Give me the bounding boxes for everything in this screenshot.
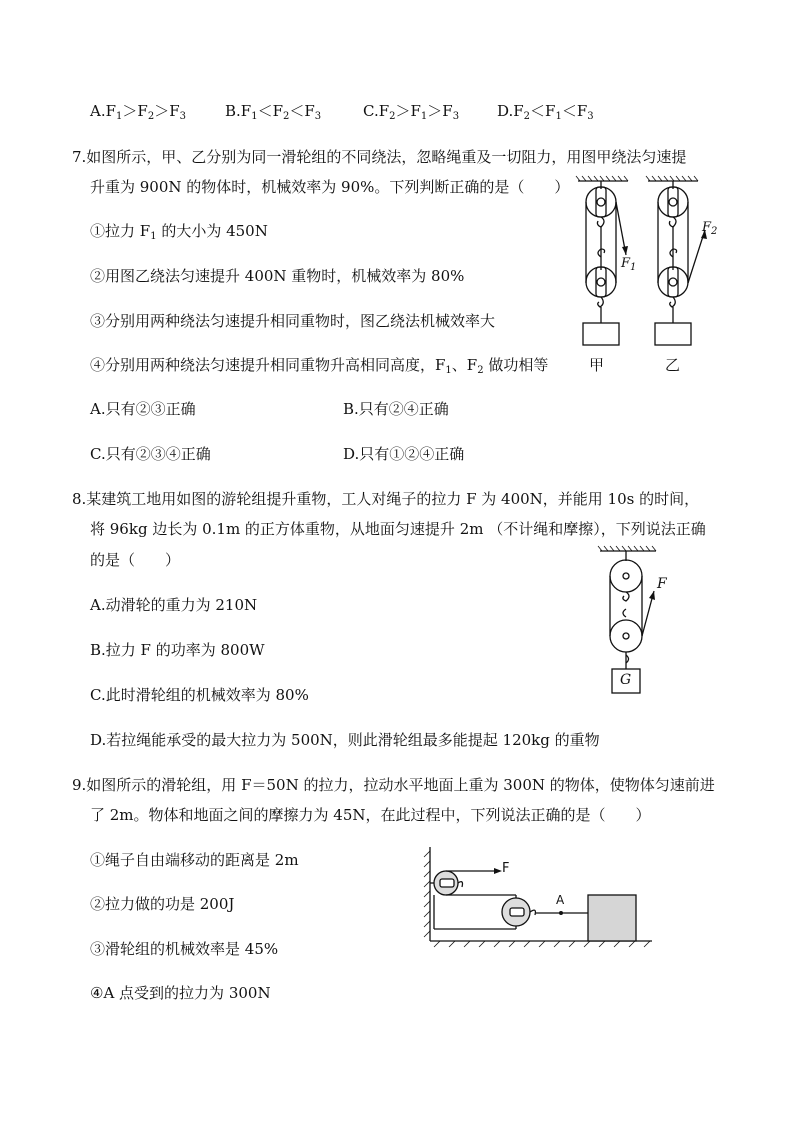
- q8-fig-label-f: F: [657, 576, 667, 592]
- q8-option-a: A.动滑轮的重力为 210N: [90, 596, 258, 614]
- q7-statement-2: ②用图乙绕法匀速提升 400N 重物时，机械效率为 80%: [90, 267, 465, 285]
- q9-stem-line1: 9.如图所示的滑轮组，用 F＝50N 的拉力，拉动水平地面上重为 300N 的物体，使物体匀速前进: [72, 776, 715, 794]
- q9-pulley-figure: [420, 843, 655, 948]
- q7-fig-label-jia: 甲: [589, 356, 605, 374]
- q7-fig-label-f2: $F_2$: [702, 220, 718, 237]
- q8-fig-label-g: G: [620, 672, 632, 688]
- q8-stem-line2: 将 96kg 边长为 0.1m 的正方体重物，从地面匀速提升 2m （不计绳和摩擦），下列说法正确: [90, 520, 706, 538]
- q6-option-c: $C.F_2>F_1>F_3$: [363, 102, 460, 122]
- q9-statement-1: ①绳子自由端移动的距离是 2m: [90, 851, 299, 869]
- q7-stem-line1: 7.如图所示，甲、乙分别为同一滑轮组的不同绕法，忽略绳重及一切阻力，用图甲绕法匀速提: [72, 148, 687, 166]
- q6-option-d: $D.F_2<F_1<F_3$: [497, 102, 594, 122]
- q9-statement-3: ③滑轮组的机械效率是 45%: [90, 940, 279, 958]
- q7-fig-label-yi: 乙: [665, 356, 681, 374]
- q9-statement-4: ④A 点受到的拉力为 300N: [90, 984, 271, 1002]
- q9-fig-label-f: F: [502, 861, 510, 876]
- q6-option-a: $A.F_1>F_2>F_3$: [90, 102, 186, 122]
- q6-option-b: $B.F_1<F_2<F_3$: [225, 102, 322, 122]
- q7-option-c: C.只有②③④正确: [90, 445, 211, 463]
- q7-statement-3: ③分别用两种绕法匀速提升相同重物时，图乙绕法机械效率大: [90, 312, 496, 330]
- q9-fig-label-a: A: [556, 893, 565, 907]
- q7-option-b: B.只有②④正确: [343, 400, 449, 418]
- q8-option-b: B.拉力 F 的功率为 800W: [90, 641, 265, 659]
- q7-pulley-figure: [570, 175, 730, 365]
- q8-stem-line3: 的是（ ）: [90, 551, 181, 569]
- q8-pulley-figure: [596, 545, 676, 695]
- q7-option-a: A.只有②③正确: [90, 400, 196, 418]
- q9-stem-line2: 了 2m。物体和地面之间的摩擦力为 45N，在此过程中，下列说法正确的是（ ）: [90, 806, 651, 824]
- q7-stem-line2: 升重为 900N 的物体时，机械效率为 90%。下列判断正确的是（ ）: [90, 178, 570, 196]
- q8-option-c: C.此时滑轮组的机械效率为 80%: [90, 686, 309, 704]
- q9-statement-2: ②拉力做的功是 200J: [90, 895, 235, 913]
- q8-stem-line1: 8.某建筑工地用如图的游轮组提升重物，工人对绳子的拉力 F 为 400N，并能用 10s 的时间，: [72, 490, 700, 508]
- q7-statement-1: ①拉力 $F_1$ 的大小为 450N: [90, 222, 268, 242]
- q7-option-d: D.只有①②④正确: [343, 445, 465, 463]
- q7-statement-4: ④分别用两种绕法匀速提升相同重物升高相同高度，$F_1$、$F_2$ 做功相等: [90, 356, 549, 376]
- q7-fig-label-f1: $F_1$: [621, 256, 637, 273]
- q8-option-d: D.若拉绳能承受的最大拉力为 500N，则此滑轮组最多能提起 120kg 的重物: [90, 731, 600, 749]
